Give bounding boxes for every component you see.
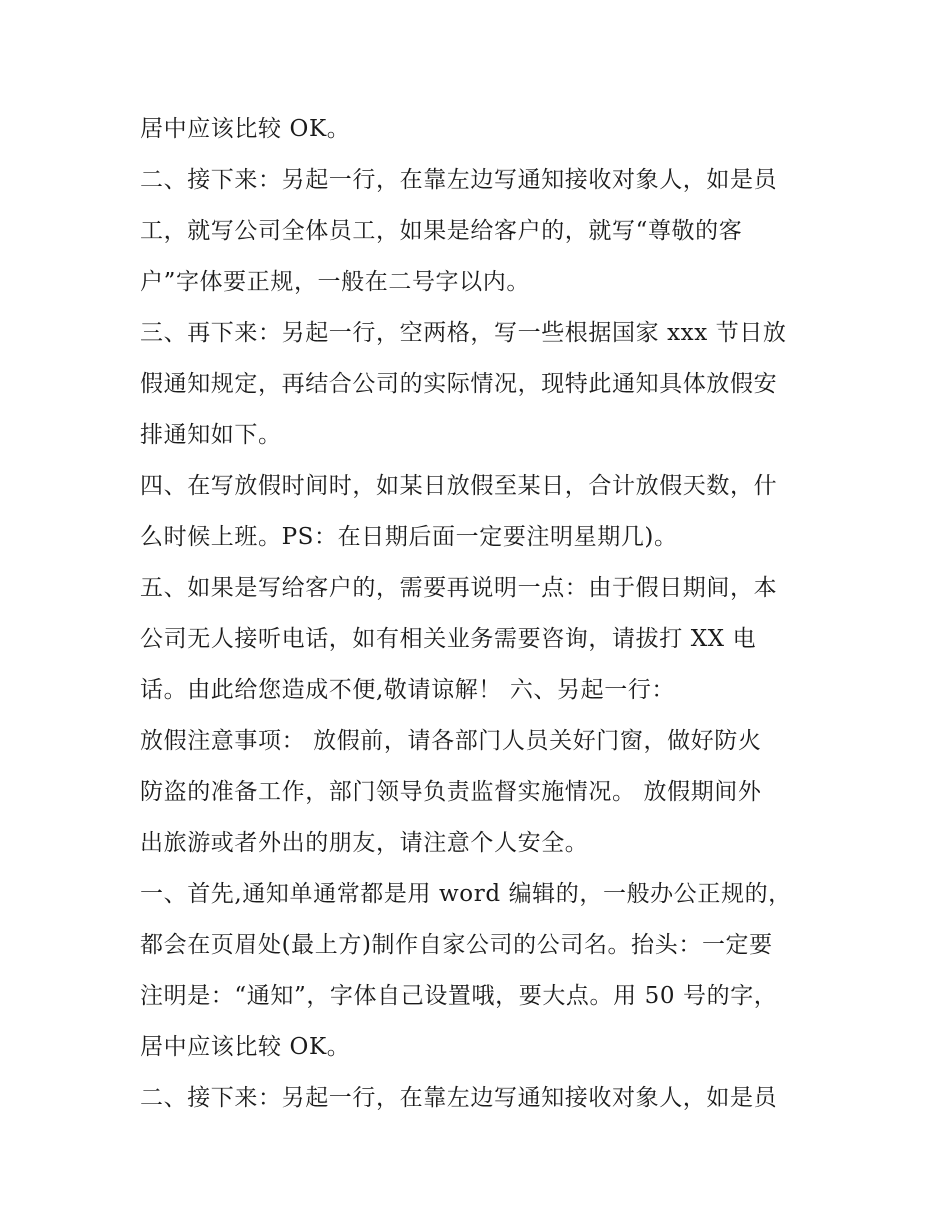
text-line: 假通知规定，再结合公司的实际情况，现特此通知具体放假安 [140, 371, 778, 397]
text-line: 二、接下来：另起一行，在靠左边写通知接收对象人，如是员 [140, 1085, 778, 1111]
text-line: 居中应该比较 OK。 [140, 1034, 351, 1060]
text-line: 三、再下来：另起一行，空两格，写一些根据国家 xxx 节日放 [140, 320, 787, 346]
document-body [140, 104, 830, 1124]
text-line: 公司无人接听电话，如有相关业务需要咨询，请拔打 XX 电 [140, 626, 757, 652]
text-line: 二、接下来：另起一行，在靠左边写通知接收对象人，如是员 [140, 167, 778, 193]
text-line: 防盗的准备工作，部门领导负责监督实施情况。 放假期间外 [140, 779, 762, 805]
text-line: 户”字体要正规，一般在二号字以内。 [140, 269, 530, 295]
text-line: 注明是：“通知”，字体自己设置哦，要大点。用 50 号的字， [140, 983, 778, 1009]
text-line: 工，就写公司全体员工，如果是给客户的，就写“尊敬的客 [140, 218, 743, 244]
text-line: 排通知如下。 [140, 422, 282, 448]
text-line: 五、如果是写给客户的，需要再说明一点：由于假日期间，本 [140, 575, 778, 601]
text-line: 四、在写放假时间时，如某日放假至某日，合计放假天数，什 [140, 473, 778, 499]
text-line: 居中应该比较 OK。 [140, 116, 351, 142]
text-line: 么时候上班。PS：在日期后面一定要注明星期几)。 [140, 524, 678, 550]
text-line: 话。由此给您造成不便,敬请谅解！ 六、另起一行： [140, 677, 676, 703]
text-line: 一、首先,通知单通常都是用 word 编辑的，一般办公正规的， [140, 881, 792, 907]
text-line: 放假注意事项： 放假前，请各部门人员关好门窗，做好防火 [140, 728, 762, 754]
text-line: 出旅游或者外出的朋友，请注意个人安全。 [140, 830, 589, 856]
text-line: 都会在页眉处(最上方)制作自家公司的公司名。抬头：一定要 [140, 932, 773, 958]
